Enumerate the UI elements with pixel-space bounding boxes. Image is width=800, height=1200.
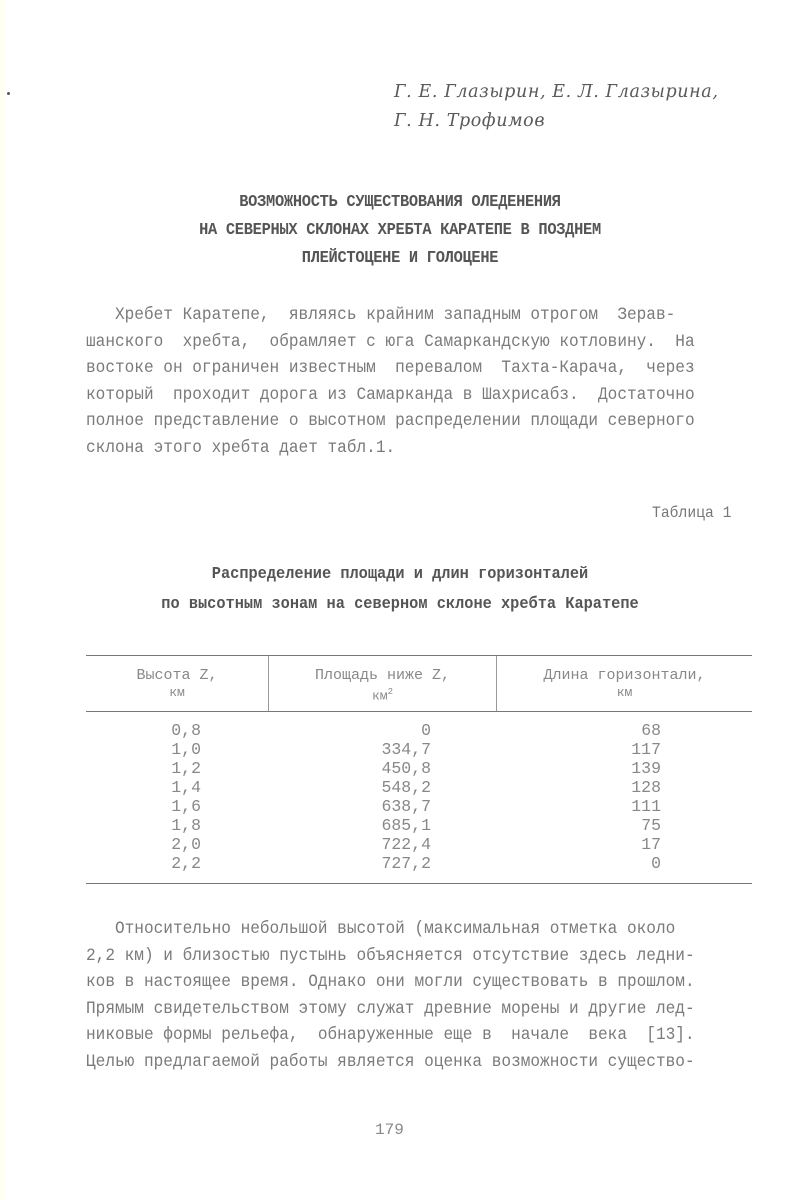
header-height — [86, 656, 268, 711]
text-line: Прямым свидетельством этому служат древние морены и другие лед- — [86, 998, 695, 1019]
cell-area: 727,2 — [381, 854, 431, 873]
table-caption — [112, 560, 688, 620]
header-length-unit: км — [616, 685, 633, 700]
page-number: 179 — [375, 1121, 404, 1139]
table-body — [86, 712, 752, 883]
article-title — [121, 188, 679, 272]
cell-area: 722,4 — [381, 835, 431, 854]
paragraph-intro — [86, 302, 727, 461]
cell-length: 75 — [641, 816, 661, 835]
table-row — [86, 854, 752, 873]
table-row — [86, 816, 752, 835]
cell-height: 1,4 — [171, 778, 201, 797]
header-area-unit-wrap — [269, 684, 496, 704]
cell-height: 1,8 — [171, 816, 201, 835]
header-length-label: Длина горизонтали, — [543, 667, 706, 684]
title-line-1: ВОЗМОЖНОСТЬ СУЩЕСТВОВАНИЯ ОЛЕДЕНЕНИЯ — [239, 192, 561, 211]
cell-area: 548,2 — [381, 778, 431, 797]
table-row — [86, 721, 752, 740]
cell-length: 0 — [651, 854, 661, 873]
title-line-3: ПЛЕЙСТОЦЕНЕ И ГОЛОЦЕНЕ — [301, 248, 499, 267]
table-row — [86, 835, 752, 854]
cell-length: 128 — [631, 778, 661, 797]
text-line: ков в настоящее время. Однако они могли существовать в прошлом. — [86, 972, 695, 992]
authors-line-1: Г. Е. Глазырин, Е. Л. Глазырина, — [394, 82, 719, 102]
table-row — [86, 797, 752, 816]
table-caption-line-1: Распределение площади и длин горизонталей — [211, 565, 589, 584]
scan-speck — [7, 92, 10, 95]
text-line: который проходит дорога из Самарканда в Шахрисабз. Достаточно — [86, 384, 695, 405]
cell-length: 68 — [641, 721, 661, 740]
text-line: полное представление о высотном распределении площади северного — [86, 411, 695, 431]
header-area — [268, 656, 497, 711]
cell-area: 638,7 — [381, 797, 431, 816]
text-line: востоке он ограничен известным перевалом Тахта-Карача, через — [86, 358, 695, 378]
page-edge — [0, 0, 5, 1200]
cell-height: 2,2 — [171, 854, 201, 873]
text-line: Относительно небольшой высотой (максимальная отметка около — [86, 919, 676, 939]
table-row — [86, 778, 752, 797]
cell-height: 2,0 — [171, 835, 201, 854]
cell-height: 1,0 — [171, 740, 201, 759]
cell-length: 117 — [631, 740, 661, 759]
text-line: никовые формы рельефа, обнаруженные еще в начале века [13]. — [86, 1025, 695, 1045]
text-line: 2,2 км) и близостью пустынь объясняется отсутствие здесь ледни- — [86, 945, 695, 966]
header-length — [497, 656, 752, 711]
header-area-unit: км — [371, 688, 388, 704]
cell-area: 334,7 — [381, 740, 431, 759]
text-line: шанского хребта, обрамляет с юга Самаркандскую котловину. На — [86, 331, 695, 352]
cell-area: 450,8 — [381, 759, 431, 778]
cell-height: 1,6 — [171, 797, 201, 816]
cell-area: 685,1 — [381, 816, 431, 835]
table-row — [86, 740, 752, 759]
text-line: Хребет Каратепе, являясь крайним западным отрогом Зерав- — [86, 305, 676, 325]
table-header — [86, 656, 752, 711]
header-height-label: Высота Z, — [136, 667, 218, 684]
paragraph-discussion — [86, 916, 727, 1075]
authors-line-2: Г. Н. Трофимов — [394, 111, 546, 131]
table-row — [86, 759, 752, 778]
title-line-2: НА СЕВЕРНЫХ СКЛОНАХ ХРЕБТА КАРАТЕПЕ В ПОЗДНЕМ — [199, 220, 601, 239]
authors — [394, 78, 718, 136]
table-caption-line-2: по высотным зонам на северном склоне хребта Каратепе — [161, 595, 639, 614]
header-height-unit: км — [169, 685, 185, 700]
table-bottom-rule — [86, 883, 752, 884]
cell-length: 17 — [641, 835, 661, 854]
table-label: Таблица 1 — [652, 504, 732, 522]
text-line: Целью предлагаемой работы является оценка возможности существо- — [86, 1051, 695, 1072]
header-area-unit-exponent: 2 — [387, 687, 393, 697]
data-table — [86, 655, 752, 884]
cell-length: 111 — [631, 797, 661, 816]
cell-height: 0,8 — [171, 721, 201, 740]
cell-length: 139 — [631, 759, 661, 778]
header-area-label: Площадь ниже Z, — [314, 667, 451, 684]
text-line: склона этого хребта дает табл.1. — [86, 437, 396, 458]
cell-area: 0 — [421, 721, 431, 740]
cell-height: 1,2 — [171, 759, 201, 778]
